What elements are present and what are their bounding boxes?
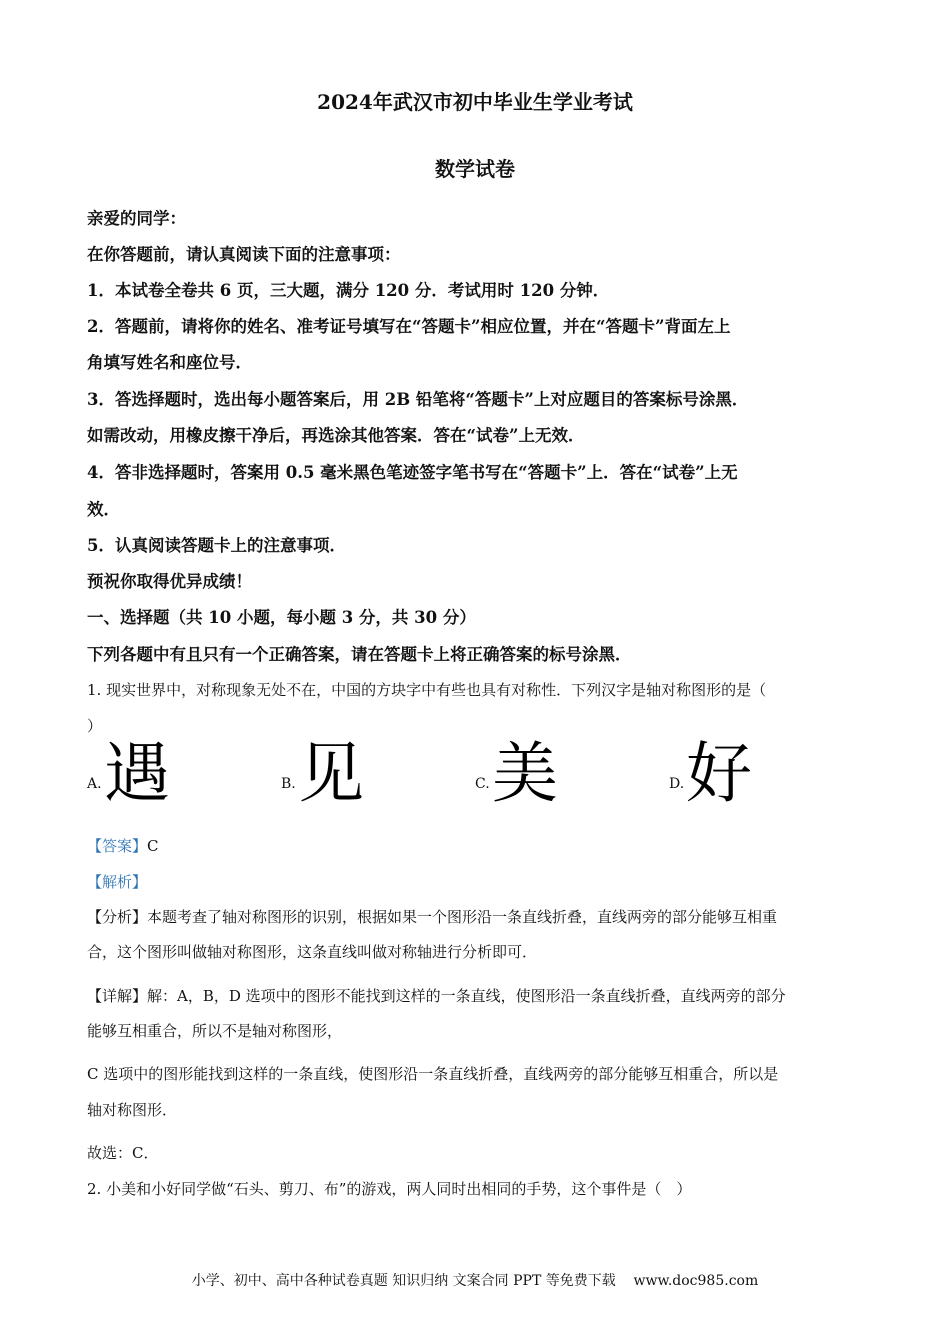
option-b-label: B.	[281, 776, 296, 792]
fenxi-text-1: 本题考查了轴对称图形的识别，根据如果一个图形沿一条直线折叠，直线两旁的部分能够互相重	[147, 908, 778, 926]
xiangjie-line-1	[87, 985, 786, 1006]
option-b-character: 见	[298, 735, 364, 812]
notice-wish: 预祝你取得优异成绩！	[87, 572, 252, 591]
page-footer	[0, 1270, 950, 1290]
exam-title: 2024年武汉市初中毕业生学业考试	[317, 90, 633, 114]
notice-intro: 在你答题前，请认真阅读下面的注意事项：	[87, 245, 401, 264]
q1-stem-line-2: ）	[87, 717, 103, 735]
fenxi-tag: 【分析】	[87, 908, 148, 926]
fenxi-line-1	[87, 906, 777, 927]
footer-text: 小学、初中、高中各种试卷真题 知识归纳 文案合同 PPT 等免费下载	[191, 1273, 616, 1289]
answer-tag: 【答案】	[87, 837, 148, 855]
option-c-character: 美	[492, 735, 558, 812]
q1-stem-line-1: 1. 现实世界中，对称现象无处不在，中国的方块字中有些也具有对称性．下列汉字是轴对称图形的是（	[87, 681, 767, 699]
greeting: 亲爱的同学：	[87, 209, 186, 228]
exam-subtitle: 数学试卷	[435, 157, 515, 181]
notice-item-2-line-2: 角填写姓名和座位号．	[87, 353, 252, 372]
notice-item-4-line-1: 4．答非选择题时，答案用 0.5 毫米黑色笔迹签字笔书写在“答题卡”上．答在“试卷”上无	[87, 463, 738, 482]
answer-value: C	[147, 837, 159, 855]
option-c-label: C.	[475, 776, 490, 792]
section-heading: 一、选择题（共 10 小题，每小题 3 分，共 30 分）	[87, 608, 476, 627]
option-a-character: 遇	[104, 735, 170, 812]
notice-item-4-line-2: 效．	[87, 500, 120, 519]
notice-item-3-line-2: 如需改动，用橡皮擦干净后，再选涂其他答案．答在“试卷”上无效．	[87, 426, 585, 445]
notice-item-1: 1．本试卷全卷共 6 页，三大题，满分 120 分．考试用时 120 分钟．	[87, 281, 610, 300]
option-a-label: A.	[87, 776, 102, 792]
xiangjie-tag: 【详解】	[87, 987, 148, 1005]
option-d-label: D.	[669, 776, 685, 792]
notice-item-3-line-1: 3．答选择题时，选出每小题答案后，用 2B 铅笔将“答题卡”上对应题目的答案标号涂黑．	[87, 390, 749, 409]
notice-item-2-line-1: 2．答题前，请将你的姓名、准考证号填写在“答题卡”相应位置，并在“答题卡”背面左上	[87, 317, 731, 336]
xiangjie-line-4: 轴对称图形．	[87, 1101, 178, 1119]
q1-answer	[87, 835, 159, 856]
xiangjie-line-2: 能够互相重合，所以不是轴对称图形，	[87, 1022, 343, 1040]
section-instruction: 下列各题中有且只有一个正确答案，请在答题卡上将正确答案的标号涂黑．	[87, 645, 632, 664]
xiangjie-line-3: C 选项中的图形能找到这样的一条直线，使图形沿一条直线折叠，直线两旁的部分能够互相重合，所以是	[87, 1065, 779, 1083]
q2-stem: 2. 小美和小好同学做“石头、剪刀、布”的游戏，两人同时出相同的手势，这个事件是（ ）	[87, 1180, 692, 1198]
xiangjie-text-1: 解：A，B，D 选项中的图形不能找到这样的一条直线，使图形沿一条直线折叠，直线两旁的部分	[147, 987, 786, 1005]
q1-choice: 故选：C．	[87, 1144, 159, 1162]
analysis-tag: 【解析】	[87, 873, 148, 891]
footer-site-link[interactable]: www.doc985.com	[633, 1273, 759, 1289]
fenxi-line-2: 合，这个图形叫做轴对称图形，这条直线叫做对称轴进行分析即可．	[87, 943, 538, 961]
notice-item-5: 5．认真阅读答题卡上的注意事项．	[87, 536, 346, 555]
option-d-character: 好	[686, 735, 752, 812]
